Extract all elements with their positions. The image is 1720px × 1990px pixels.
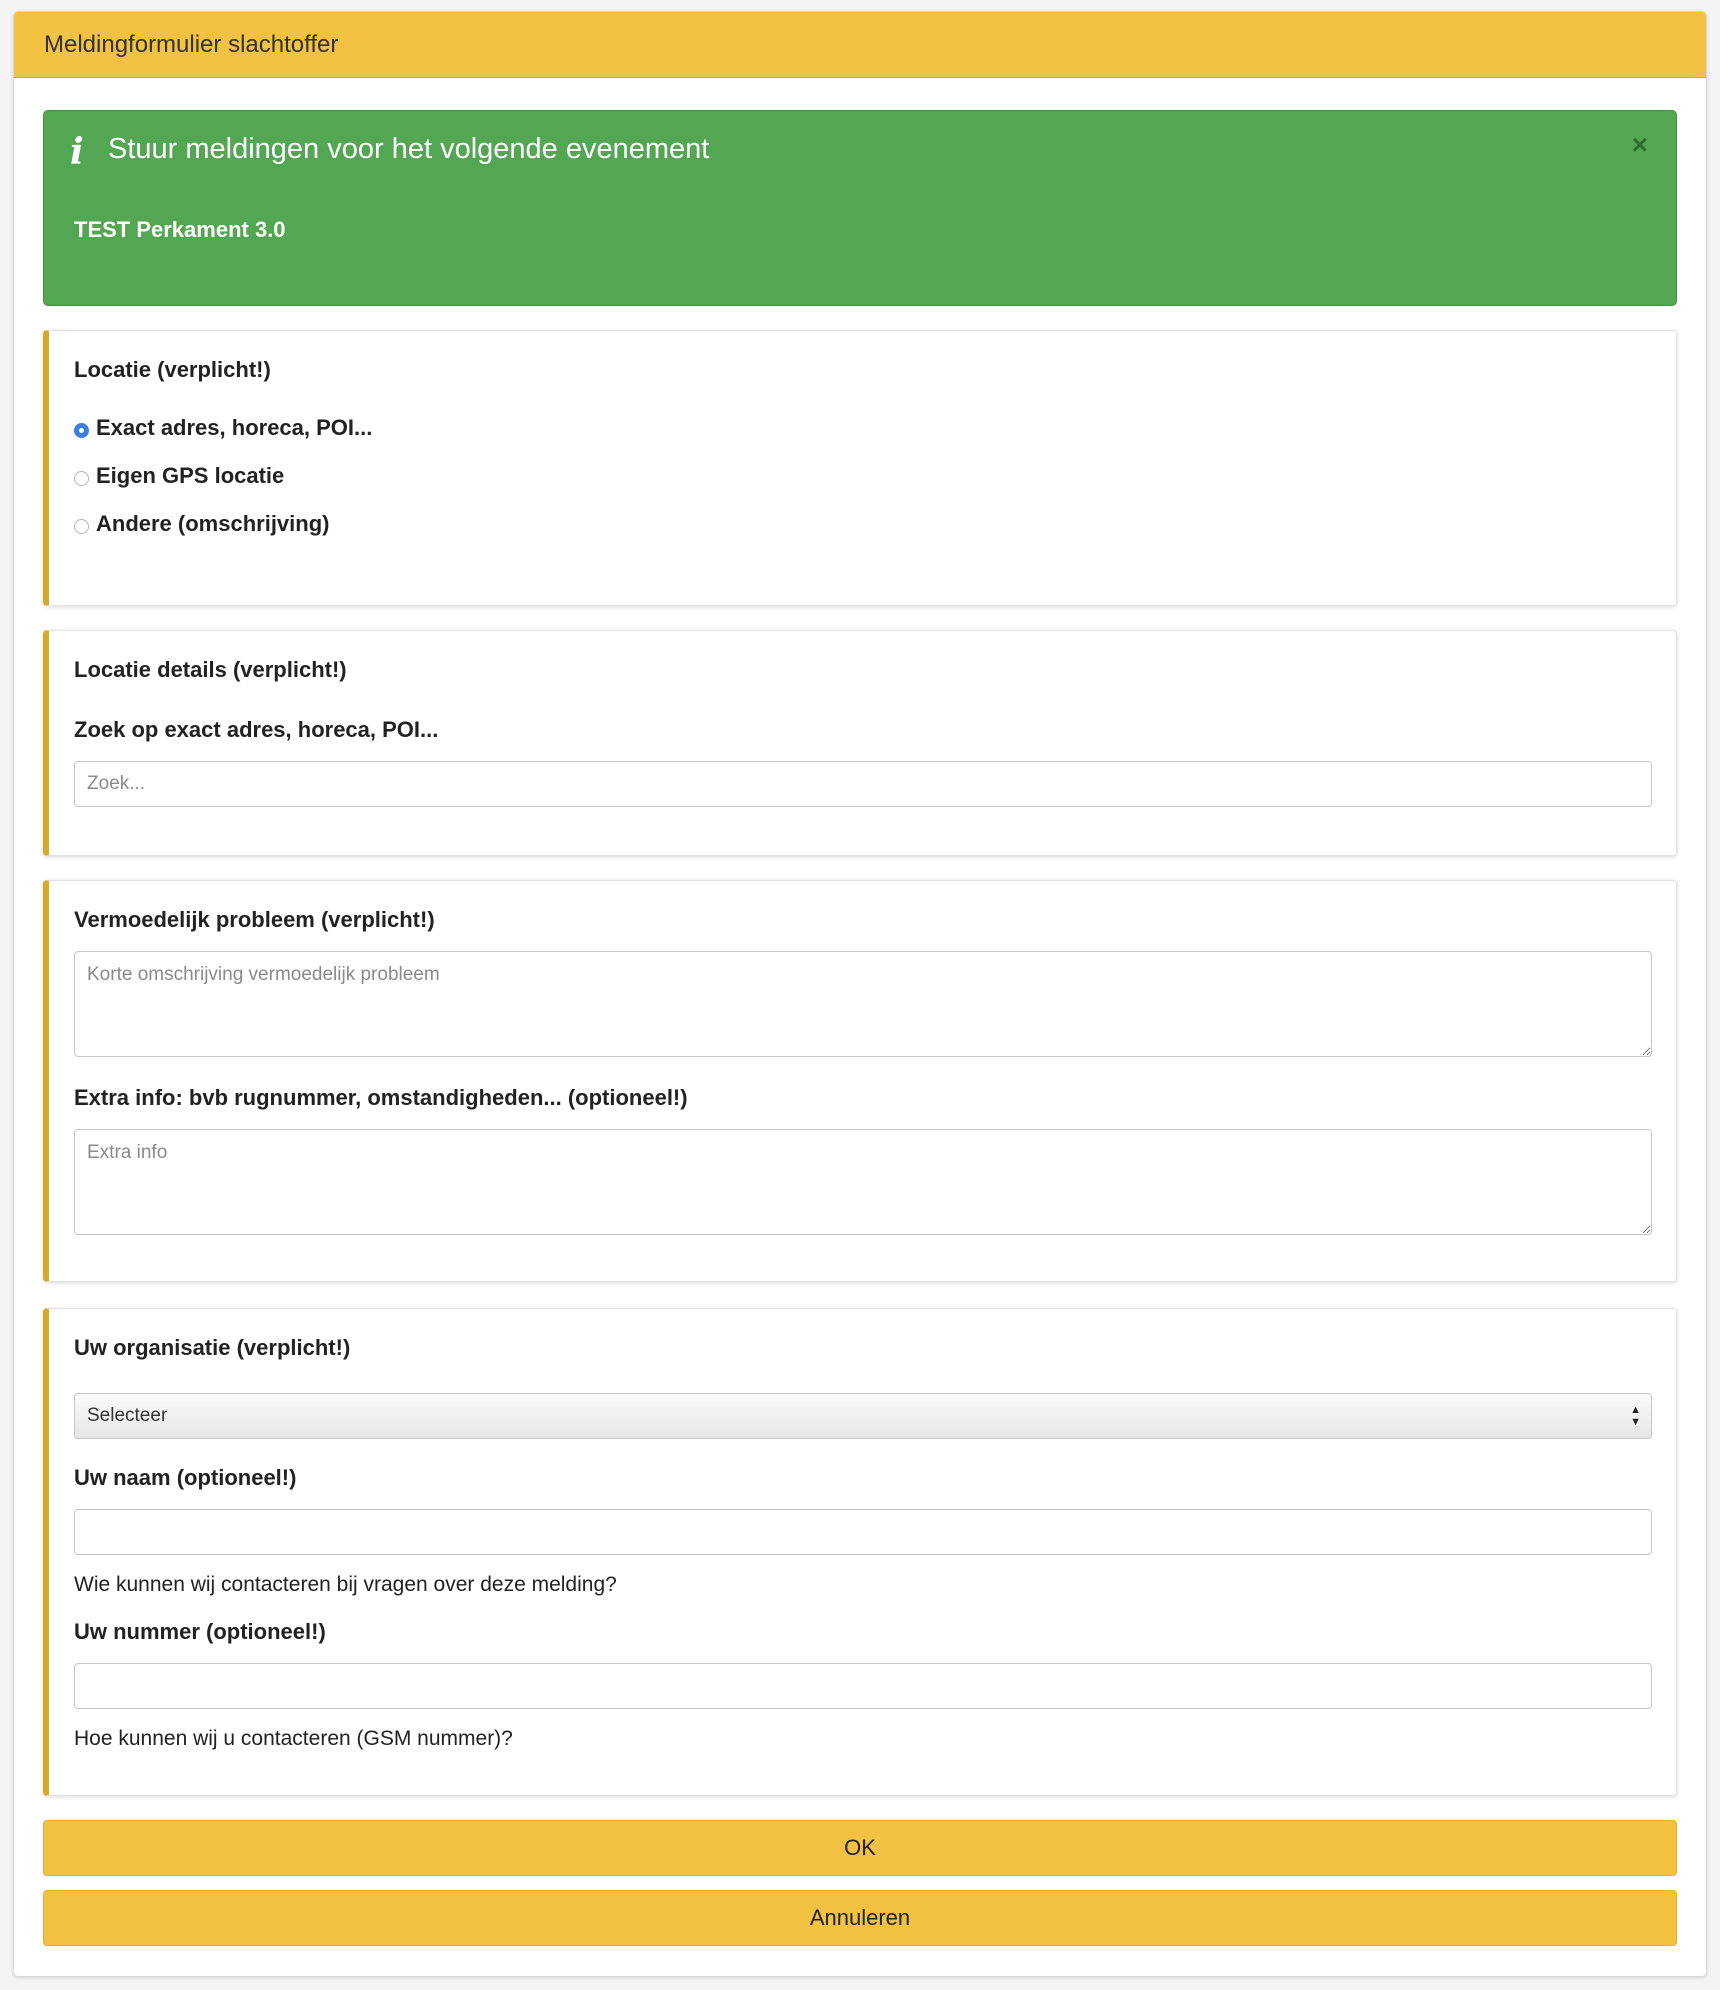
ok-button[interactable]: OK bbox=[43, 1820, 1677, 1876]
organisation-section bbox=[43, 1308, 1677, 1796]
search-label: Zoek op exact adres, horeca, POI... bbox=[74, 717, 439, 742]
cancel-button[interactable]: Annuleren bbox=[43, 1890, 1677, 1946]
location-section bbox=[43, 330, 1677, 606]
select-arrows-icon: ▲ ▼ bbox=[1630, 1404, 1641, 1428]
name-label: Uw naam (optioneel!) bbox=[74, 1465, 297, 1490]
problem-textarea[interactable] bbox=[74, 951, 1652, 1057]
organisation-select-value: Selecteer bbox=[87, 1405, 168, 1426]
radio-label-gps-location: Eigen GPS locatie bbox=[96, 463, 285, 488]
alert-title: Stuur meldingen voor het volgende evenement bbox=[108, 133, 710, 165]
number-input[interactable] bbox=[74, 1663, 1652, 1709]
organisation-select[interactable] bbox=[74, 1393, 1652, 1439]
close-icon[interactable]: × bbox=[1631, 129, 1648, 160]
radio-label-other-description: Andere (omschrijving) bbox=[96, 511, 330, 536]
name-help-text: Wie kunnen wij contacteren bij vragen over deze melding? bbox=[74, 1573, 617, 1596]
radio-exact-address[interactable] bbox=[74, 415, 372, 441]
event-name: TEST Perkament 3.0 bbox=[74, 217, 286, 242]
form-title: Meldingformulier slachtoffer bbox=[44, 30, 339, 58]
form-header bbox=[14, 12, 1706, 78]
organisation-label: Uw organisatie (verplicht!) bbox=[74, 1335, 351, 1360]
location-details-section bbox=[43, 630, 1677, 856]
problem-label: Vermoedelijk probleem (verplicht!) bbox=[74, 907, 435, 932]
radio-label-exact-address: Exact adres, horeca, POI... bbox=[96, 415, 373, 440]
radio-button[interactable] bbox=[74, 519, 89, 534]
radio-gps-location[interactable] bbox=[74, 463, 284, 489]
extra-info-label: Extra info: bvb rugnummer, omstandigheden... (optioneel!) bbox=[74, 1085, 688, 1110]
location-details-label: Locatie details (verplicht!) bbox=[74, 657, 347, 682]
extra-info-textarea[interactable] bbox=[74, 1129, 1652, 1235]
name-input[interactable] bbox=[74, 1509, 1652, 1555]
form-card bbox=[13, 11, 1707, 1977]
radio-button-checked[interactable] bbox=[74, 423, 89, 438]
problem-section bbox=[43, 880, 1677, 1282]
number-label: Uw nummer (optioneel!) bbox=[74, 1619, 326, 1644]
search-input[interactable] bbox=[74, 761, 1652, 807]
number-help-text: Hoe kunnen wij u contacteren (GSM nummer)? bbox=[74, 1727, 513, 1750]
radio-button[interactable] bbox=[74, 471, 89, 486]
event-alert bbox=[43, 110, 1677, 306]
info-icon: i bbox=[70, 131, 84, 173]
location-label: Locatie (verplicht!) bbox=[74, 357, 271, 382]
radio-other-description[interactable] bbox=[74, 511, 329, 537]
